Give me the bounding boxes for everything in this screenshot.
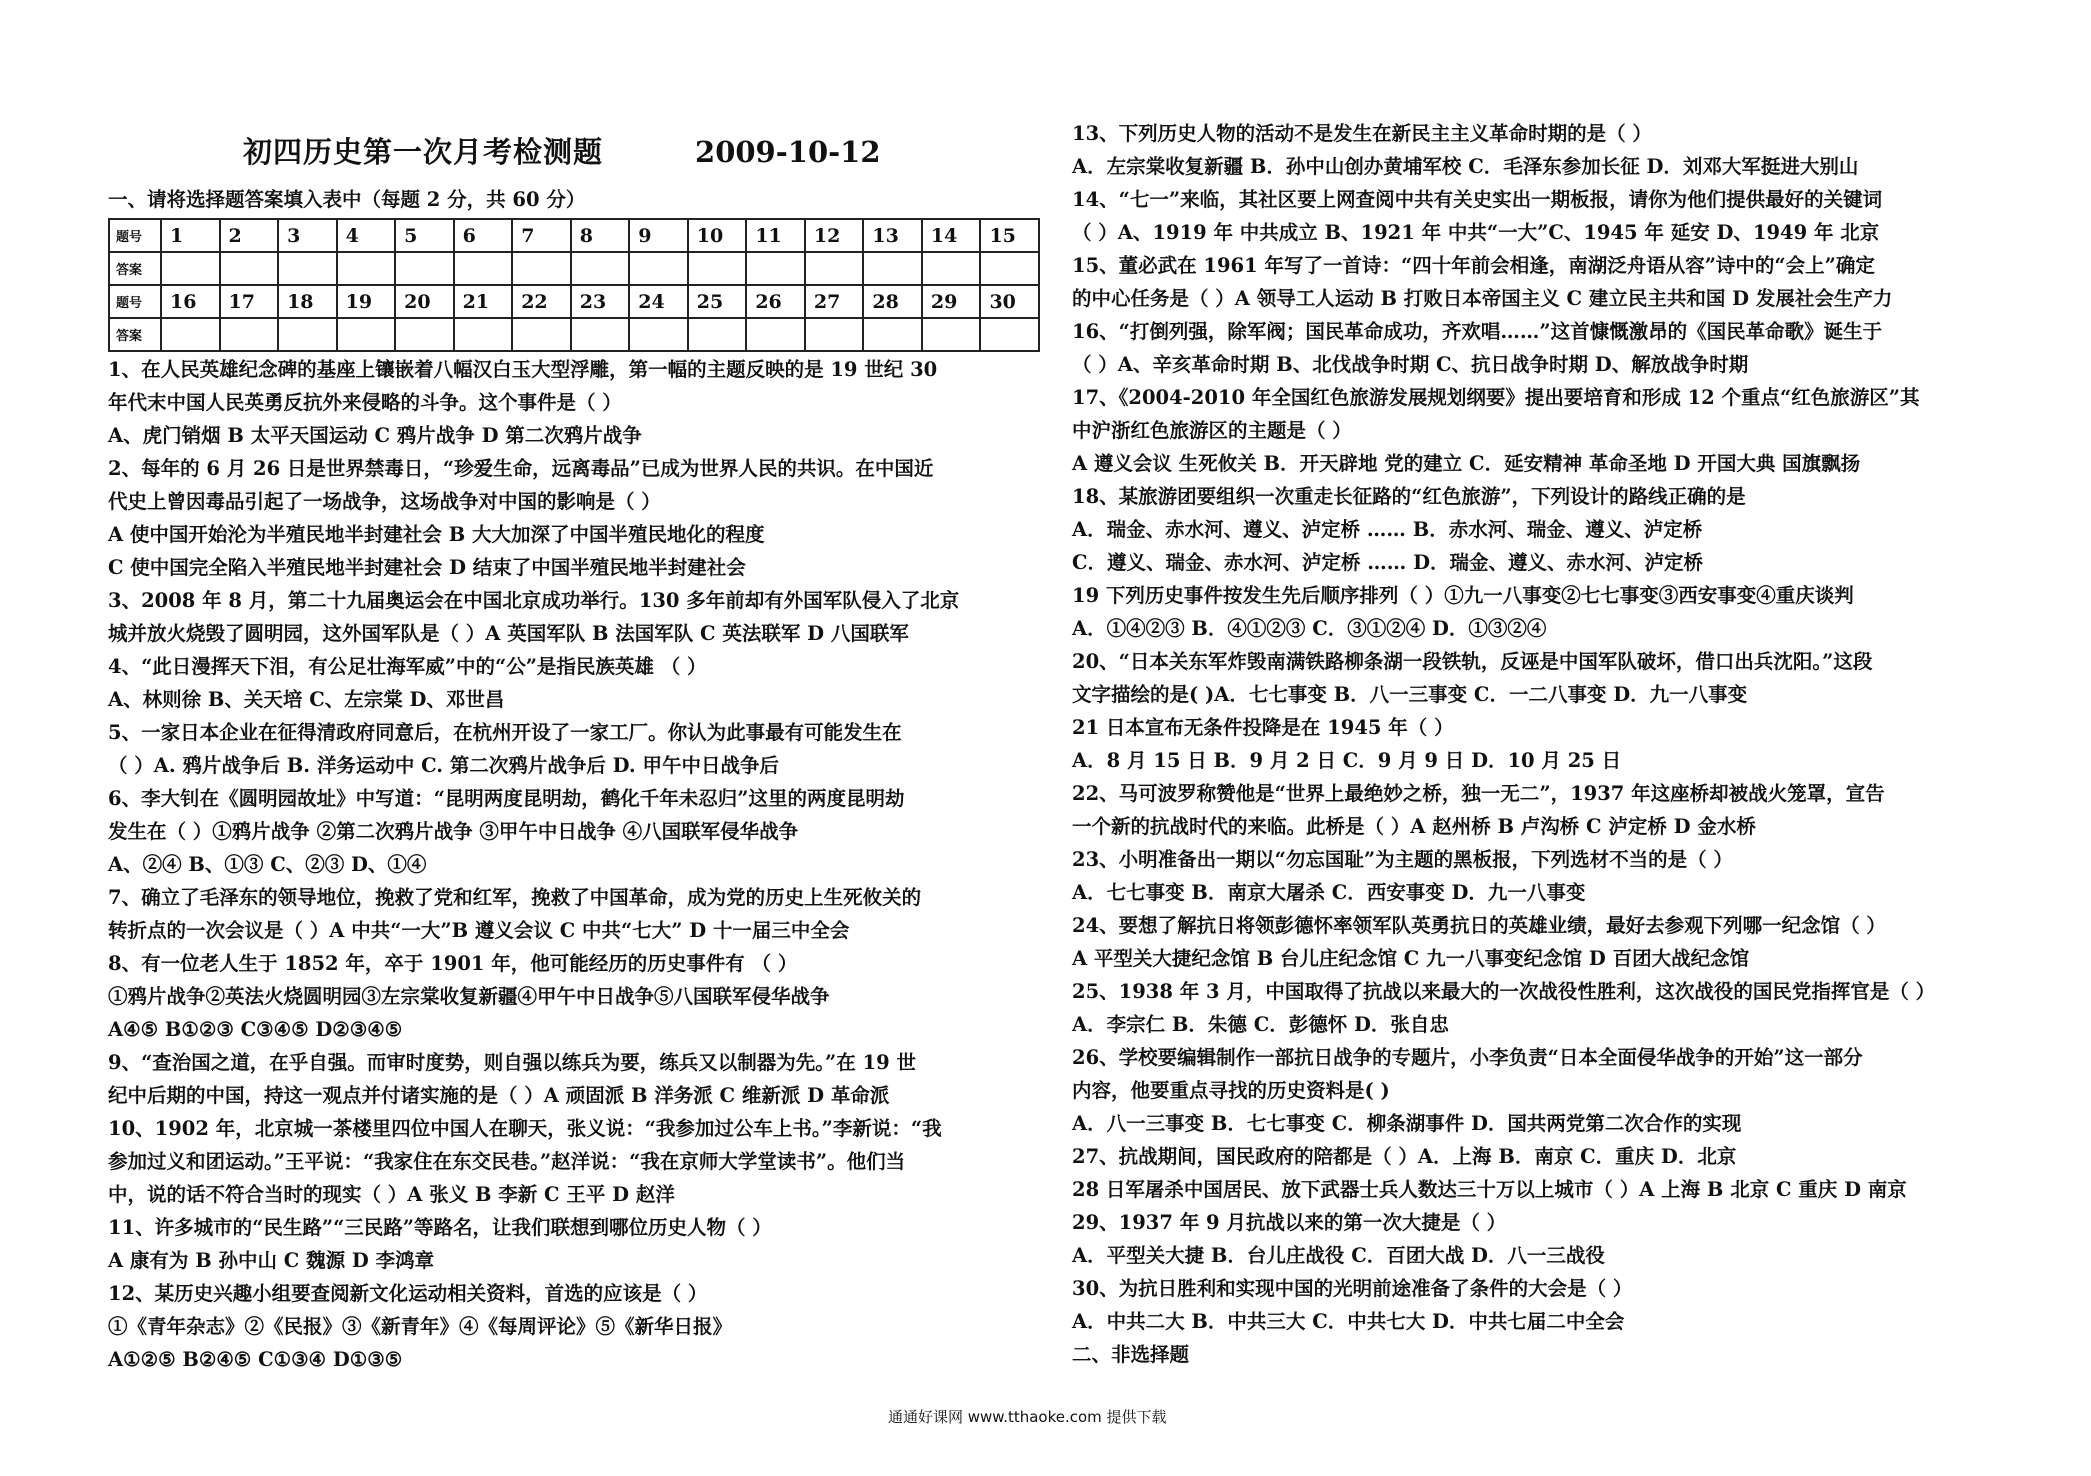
option-line: A 平型关大捷纪念馆 B 台儿庄纪念馆 C 九一八事变纪念馆 D 百团大战纪念馆 <box>1072 947 1750 970</box>
question-line: 16、“打倒列强，除军阀；国民革命成功，齐欢唱……”这首慷慨激昂的《国民革命歌》诞生于 <box>1072 320 1883 343</box>
question-number-cell: 8 <box>571 219 630 252</box>
answer-table-number-row-2 <box>109 285 1039 318</box>
question-line: 中沪浙红色旅游区的主题是（ ） <box>1072 419 1352 442</box>
answer-cell[interactable] <box>688 252 747 285</box>
table-row-label: 题号 <box>109 285 161 318</box>
exam-title-row <box>243 130 881 171</box>
question-number-cell: 28 <box>863 285 922 318</box>
question-line: 发生在（ ）①鸦片战争 ②第二次鸦片战争 ③甲午中日战争 ④八国联军侵华战争 <box>108 820 799 843</box>
answer-cell[interactable] <box>805 318 864 351</box>
question-line: 7、确立了毛泽东的领导地位，挽救了党和红军，挽救了中国革命，成为党的历史上生死攸关的 <box>108 886 922 909</box>
question-number-cell: 7 <box>512 219 571 252</box>
exam-date: 2009-10-12 <box>695 135 881 169</box>
section-heading-non-choice: 二、非选择题 <box>1072 1343 1190 1366</box>
question-line: 年代末中国人民英勇反抗外来侵略的斗争。这个事件是（ ） <box>108 391 622 414</box>
question-line: 28 日军屠杀中国居民、放下武器士兵人数达三十万以上城市（ ）A 上海 B 北京 C 重庆 D 南京 <box>1072 1178 1907 1201</box>
option-line: （ ）A、辛亥革命时期 B、北伐战争时期 C、抗日战争时期 D、解放战争时期 <box>1072 353 1749 376</box>
question-line: 29、1937 年 9 月抗战以来的第一次大捷是（ ） <box>1072 1211 1507 1234</box>
question-line: 21 日本宣布无条件投降是在 1945 年（ ） <box>1072 716 1454 739</box>
question-line: 27、抗战期间，国民政府的陪都是（ ）A．上海 B．南京 C．重庆 D．北京 <box>1072 1145 1737 1168</box>
option-line: A 使中国开始沦为半殖民地半封建社会 B 大大加深了中国半殖民地化的程度 <box>108 523 765 546</box>
option-line: A．瑞金、赤水河、遵义、泸定桥 …… B．赤水河、瑞金、遵义、泸定桥 <box>1072 518 1703 541</box>
option-line: C．遵义、瑞金、赤水河、泸定桥 …… D．瑞金、遵义、赤水河、泸定桥 <box>1072 551 1704 574</box>
question-line: 12、某历史兴趣小组要查阅新文化运动相关资料，首选的应该是（ ） <box>108 1282 708 1305</box>
answer-cell[interactable] <box>863 252 922 285</box>
answer-cell[interactable] <box>571 318 630 351</box>
question-number-cell: 12 <box>805 219 864 252</box>
question-line: 城并放火烧毁了圆明园，这外国军队是（ ）A 英国军队 B 法国军队 C 英法联军 D 八国联军 <box>108 622 909 645</box>
question-line: ①《青年杂志》②《民报》③《新青年》④《每周评论》⑤《新华日报》 <box>108 1315 733 1338</box>
answer-cell[interactable] <box>395 252 454 285</box>
question-number-cell: 24 <box>629 285 688 318</box>
answer-cell[interactable] <box>454 318 513 351</box>
answer-cell[interactable] <box>922 252 981 285</box>
question-line: 8、有一位老人生于 1852 年，卒于 1901 年，他可能经历的历史事件有 （ ） <box>108 952 798 975</box>
question-line: 24、要想了解抗日将领彭德怀率领军队英勇抗日的英雄业绩，最好去参观下列哪一纪念馆（ ） <box>1072 914 1886 937</box>
question-line: 5、一家日本企业在征得清政府同意后，在杭州开设了一家工厂。你认为此事最有可能发生在 <box>108 721 902 744</box>
answer-cell[interactable] <box>688 318 747 351</box>
option-line: A、虎门销烟 B 太平天国运动 C 鸦片战争 D 第二次鸦片战争 <box>108 424 642 447</box>
answer-cell[interactable] <box>337 252 396 285</box>
question-line: 13、下列历史人物的活动不是发生在新民主主义革命时期的是（ ） <box>1072 122 1652 145</box>
option-line: A 康有为 B 孙中山 C 魏源 D 李鸿章 <box>108 1249 435 1272</box>
answer-cell[interactable] <box>161 252 220 285</box>
answer-cell[interactable] <box>278 252 337 285</box>
answer-cell[interactable] <box>980 318 1039 351</box>
option-line: A①②⑤ B②④⑤ C①③④ D①③⑤ <box>108 1348 403 1371</box>
question-number-cell: 23 <box>571 285 630 318</box>
question-number-cell: 6 <box>454 219 513 252</box>
option-line: A、②④ B、①③ C、②③ D、①④ <box>108 853 427 876</box>
question-number-cell: 5 <box>395 219 454 252</box>
question-line: ①鸦片战争②英法火烧圆明园③左宗棠收复新疆④甲午中日战争⑤八国联军侵华战争 <box>108 985 830 1008</box>
question-number-cell: 16 <box>161 285 220 318</box>
question-number-cell: 30 <box>980 285 1039 318</box>
question-line: 22、马可波罗称赞他是“世界上最绝妙之桥，独一无二”，1937 年这座桥却被战火笼罩，宣告 <box>1072 782 1885 805</box>
answer-cell[interactable] <box>922 318 981 351</box>
question-line: 一个新的抗战时代的来临。此桥是（ ）A 赵州桥 B 卢沟桥 C 泸定桥 D 金水桥 <box>1072 815 1756 838</box>
question-number-cell: 20 <box>395 285 454 318</box>
question-line: 23、小明准备出一期以“勿忘国耻”为主题的黑板报，下列选材不当的是（ ） <box>1072 848 1733 871</box>
question-line: 15、董必武在 1961 年写了一首诗：“四十年前会相逢，南湖泛舟语从容”诗中的“会上”确定 <box>1072 254 1875 277</box>
question-number-cell: 3 <box>278 219 337 252</box>
question-number-cell: 21 <box>454 285 513 318</box>
question-number-cell: 11 <box>746 219 805 252</box>
option-line: （ ）A. 鸦片战争后 B. 洋务运动中 C. 第二次鸦片战争后 D. 甲午中日战争后 <box>108 754 779 777</box>
question-number-cell: 22 <box>512 285 571 318</box>
question-line: 19 下列历史事件按发生先后顺序排列（ ）①九一八事变②七七事变③西安事变④重庆谈判 <box>1072 584 1854 607</box>
answer-cell[interactable] <box>454 252 513 285</box>
option-line: 文字描绘的是( )A．七七事变 B．八一三事变 C．一二八事变 D．九一八事变 <box>1072 683 1748 706</box>
option-line: A、林则徐 B、关天培 C、左宗棠 D、邓世昌 <box>108 688 505 711</box>
option-line: A．8 月 15 日 B．9 月 2 日 C．9 月 9 日 D．10 月 25 日 <box>1072 749 1622 772</box>
option-line: （ ）A、1919 年 中共成立 B、1921 年 中共“一大”C、1945 年 延安 D、1949 年 北京 <box>1072 221 1880 244</box>
question-line: 4、“此日漫挥天下泪，有公足壮海军威”中的“公”是指民族英雄 （ ） <box>108 655 707 678</box>
question-line: 25、1938 年 3 月，中国取得了抗战以来最大的一次战役性胜利，这次战役的国民党指挥官是（ ） <box>1072 980 1936 1003</box>
footer-source: 通通好课网 www.tthaoke.com 提供下载 <box>888 1408 1167 1426</box>
answer-table-answer-row-1 <box>109 252 1039 285</box>
question-number-cell: 15 <box>980 219 1039 252</box>
answer-cell[interactable] <box>220 252 279 285</box>
question-number-cell: 25 <box>688 285 747 318</box>
table-row-label: 题号 <box>109 219 161 252</box>
answer-cell[interactable] <box>805 252 864 285</box>
answer-cell[interactable] <box>220 318 279 351</box>
option-line: A 遵义会议 生死攸关 B．开天辟地 党的建立 C．延安精神 革命圣地 D 开国大典 国旗飘扬 <box>1072 452 1861 475</box>
question-line: 18、某旅游团要组织一次重走长征路的“红色旅游”，下列设计的路线正确的是 <box>1072 485 1746 508</box>
answer-cell[interactable] <box>278 318 337 351</box>
question-line: 3、2008 年 8 月，第二十九届奥运会在中国北京成功举行。130 多年前却有外国军队侵入了北京 <box>108 589 960 612</box>
section-heading-choice: 一、请将选择题答案填入表中（每题 2 分，共 60 分） <box>108 188 586 211</box>
answer-cell[interactable] <box>512 318 571 351</box>
option-line: A．①④②③ B．④①②③ C．③①②④ D．①③②④ <box>1072 617 1547 640</box>
answer-cell[interactable] <box>571 252 630 285</box>
table-row-label: 答案 <box>109 252 161 285</box>
option-line: A．七七事变 B．南京大屠杀 C．西安事变 D．九一八事变 <box>1072 881 1586 904</box>
question-line: 26、学校要编辑制作一部抗日战争的专题片，小李负责“日本全面侵华战争的开始”这一部分 <box>1072 1046 1863 1069</box>
answer-cell[interactable] <box>337 318 396 351</box>
option-line: A．八一三事变 B．七七事变 C．柳条湖事件 D．国共两党第二次合作的实现 <box>1072 1112 1742 1135</box>
question-line: 1、在人民英雄纪念碑的基座上镶嵌着八幅汉白玉大型浮雕，第一幅的主题反映的是 19 世纪 30 <box>108 358 938 381</box>
answer-cell[interactable] <box>863 318 922 351</box>
question-line: 中，说的话不符合当时的现实（ ）A 张义 B 李新 C 王平 D 赵洋 <box>108 1183 675 1206</box>
option-line: A．左宗棠收复新疆 B．孙中山创办黄埔军校 C．毛泽东参加长征 D．刘邓大军挺进大别山 <box>1072 155 1859 178</box>
question-number-cell: 10 <box>688 219 747 252</box>
question-line: 转折点的一次会议是（ ）A 中共“一大”B 遵义会议 C 中共“七大” D 十一届三中全会 <box>108 919 850 942</box>
answer-cell[interactable] <box>161 318 220 351</box>
option-line: A．中共二大 B．中共三大 C．中共七大 D．中共七届二中全会 <box>1072 1310 1625 1333</box>
question-number-cell: 17 <box>220 285 279 318</box>
question-number-cell: 2 <box>220 219 279 252</box>
answer-table-answer-row-2 <box>109 318 1039 351</box>
question-line: 9、“查治国之道，在乎自强。而审时度势，则自强以练兵为要，练兵又以制器为先。”在 19 世 <box>108 1051 916 1074</box>
question-line: 内容，他要重点寻找的历史资料是( ) <box>1072 1079 1390 1102</box>
question-number-cell: 19 <box>337 285 396 318</box>
answer-table-number-row-1 <box>109 219 1039 252</box>
answer-cell[interactable] <box>980 252 1039 285</box>
answer-table <box>108 218 1040 352</box>
question-number-cell: 18 <box>278 285 337 318</box>
question-number-cell: 1 <box>161 219 220 252</box>
question-number-cell: 14 <box>922 219 981 252</box>
answer-cell[interactable] <box>629 318 688 351</box>
question-line: 参加过义和团运动。”王平说：“我家住在东交民巷。”赵洋说：“我在京师大学堂读书”。他们当 <box>108 1150 906 1173</box>
question-line: 30、为抗日胜利和实现中国的光明前途准备了条件的大会是（ ） <box>1072 1277 1633 1300</box>
exam-title: 初四历史第一次月考检测题 <box>243 135 604 169</box>
option-line: A．李宗仁 B．朱德 C．彭德怀 D．张自忠 <box>1072 1013 1449 1036</box>
question-line: 的中心任务是（ ）A 领导工人运动 B 打败日本帝国主义 C 建立民主共和国 D 发展社会生产力 <box>1072 287 1893 310</box>
question-number-cell: 29 <box>922 285 981 318</box>
question-line: 纪中后期的中国，持这一观点并付诸实施的是（ ）A 顽固派 B 洋务派 C 维新派 D 革命派 <box>108 1084 890 1107</box>
option-line: A．平型关大捷 B．台儿庄战役 C．百团大战 D．八一三战役 <box>1072 1244 1605 1267</box>
question-line: 6、李大钊在《圆明园故址》中写道：“昆明两度昆明劫，鹤化千年未忍归”这里的两度昆明劫 <box>108 787 905 810</box>
answer-cell[interactable] <box>629 252 688 285</box>
question-line: 11、许多城市的“民生路”“三民路”等路名，让我们联想到哪位历史人物（ ） <box>108 1216 772 1239</box>
answer-cell[interactable] <box>395 318 454 351</box>
option-line: C 使中国完全陷入半殖民地半封建社会 D 结束了中国半殖民地半封建社会 <box>108 556 746 579</box>
question-line: 17、《2004-2010 年全国红色旅游发展规划纲要》提出要培育和形成 12 个重点“红色旅游区”其 <box>1072 386 1920 409</box>
option-line: A④⑤ B①②③ C③④⑤ D②③④⑤ <box>108 1018 403 1041</box>
question-number-cell: 4 <box>337 219 396 252</box>
question-number-cell: 13 <box>863 219 922 252</box>
answer-cell[interactable] <box>512 252 571 285</box>
answer-cell[interactable] <box>746 318 805 351</box>
question-number-cell: 26 <box>746 285 805 318</box>
question-line: 10、1902 年，北京城一茶楼里四位中国人在聊天，张义说：“我参加过公车上书。”李新说：“我 <box>108 1117 942 1140</box>
question-number-cell: 27 <box>805 285 864 318</box>
question-line: 代史上曾因毒品引起了一场战争，这场战争对中国的影响是（ ） <box>108 490 661 513</box>
question-number-cell: 9 <box>629 219 688 252</box>
answer-cell[interactable] <box>746 252 805 285</box>
question-line: 2、每年的 6 月 26 日是世界禁毒日，“珍爱生命，远离毒品”已成为世界人民的共识。在中国近 <box>108 457 934 480</box>
table-row-label: 答案 <box>109 318 161 351</box>
question-line: 20、“日本关东军炸毁南满铁路柳条湖一段铁轨，反诬是中国军队破坏，借口出兵沈阳。”这段 <box>1072 650 1873 673</box>
question-line: 14、“七一”来临，其社区要上网查阅中共有关史实出一期板报，请你为他们提供最好的关键词 <box>1072 188 1883 211</box>
